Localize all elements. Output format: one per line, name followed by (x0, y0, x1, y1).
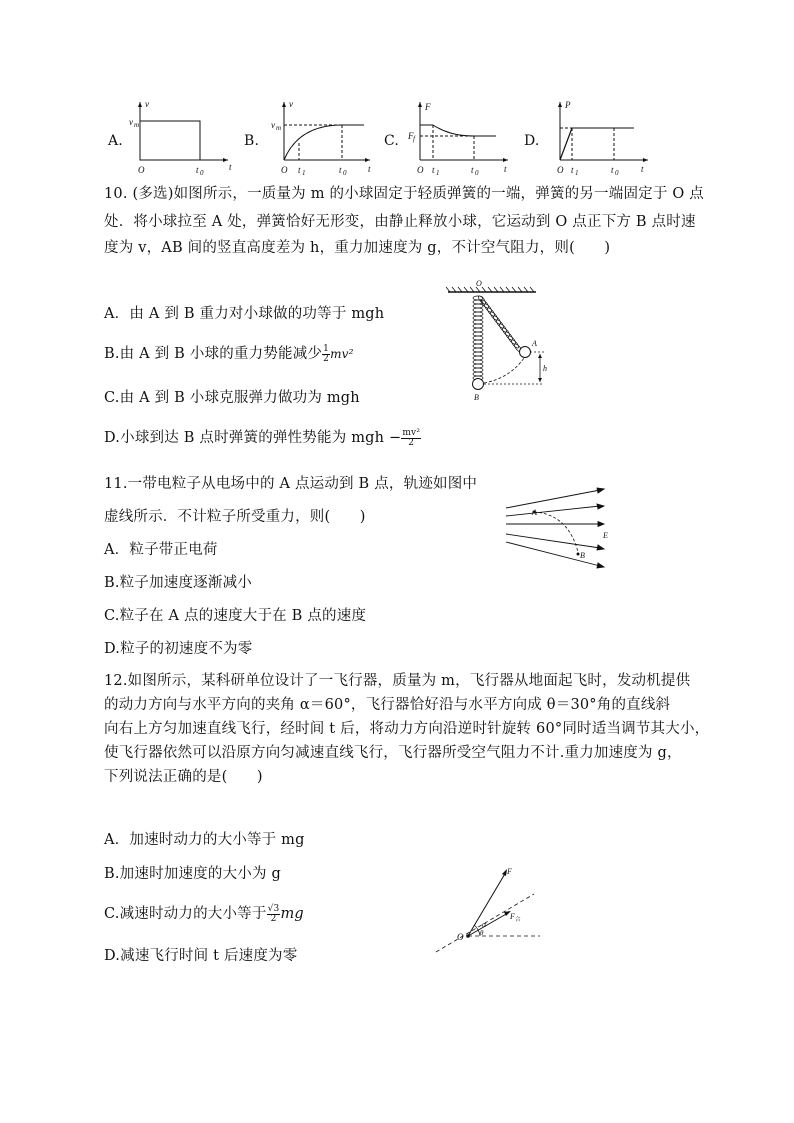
q10-option-d-fraction: $\frac{\text{mv²}}{2}$ (402, 427, 421, 448)
q10-option-c[interactable]: C.由 A 到 B 小球克服弹力做功为 mgh (104, 390, 360, 406)
q9-option-d-label: D. (524, 133, 540, 149)
q12-option-a[interactable]: A．加速时动力的大小等于 mg (104, 832, 305, 848)
q12-stem-line-2: 的动力方向与水平方向的夹角 α＝60°，飞行器恰好沿与水平方向成 θ＝30°角的直线斜 (104, 697, 671, 713)
q9-c-t1-sub: 1 (436, 169, 440, 177)
q12-fig-label-f: F (507, 867, 512, 876)
q12-option-c-text: C.减速时动力的大小等于 (104, 906, 267, 922)
q9-c-y-tick: F (408, 131, 414, 141)
q12-option-d[interactable]: D.减速飞行时间 t 后速度为零 (104, 948, 298, 964)
q12-fig-label-theta: θ (480, 929, 484, 937)
q11-fig-label-e: E (603, 531, 608, 540)
q9-c-t1: t (432, 165, 435, 175)
q12-fig-label-f-total: F (510, 912, 515, 921)
q10-stem-line-2: 处．将小球拉至 A 处，弹簧恰好无形变，由静止释放小球，它运动到 O 点正下方 B 点时速 (104, 214, 696, 230)
q9-b-t0: t (339, 165, 342, 175)
q9-c-t0: t (471, 165, 474, 175)
q10-option-d[interactable] (104, 428, 421, 448)
q9-d-y-axis-label: P (565, 100, 571, 110)
q9-c-y-axis-label: F (425, 102, 431, 112)
q9-option-c-label: C. (384, 133, 400, 149)
q9-option-a-label: A. (108, 133, 123, 149)
q12-option-c[interactable] (104, 904, 304, 924)
q12-stem-line-1: 12.如图所示，某科研单位设计了一飞行器，质量为 m，飞行器从地面起飞时，发动机提供 (104, 673, 691, 689)
q10-option-b-text: B.由 A 到 B 小球的重力势能减少 (104, 346, 323, 362)
q9-c-y-tick-sub: f (413, 135, 415, 143)
q11-stem-line-1: 11.一带电粒子从电场中的 A 点运动到 B 点，轨迹如图中 (104, 476, 478, 492)
q10-option-a[interactable]: A．由 A 到 B 重力对小球做的功等于 mgh (104, 306, 385, 322)
q9-a-y-tick: v (129, 117, 133, 127)
q12-fig-label-o: O (457, 932, 464, 942)
q10-fig-label-o: O (476, 279, 482, 288)
q9-b-origin: O (281, 165, 288, 175)
q9-a-y-tick-sub: m (134, 121, 140, 129)
q10-fig-label-b: B (474, 393, 479, 402)
q9-b-y-axis-label: v (289, 99, 293, 109)
q9-a-y-axis-label: v (145, 99, 149, 109)
q9-d-t1: t (571, 165, 574, 175)
q10-stem-line-3: 度为 v，AB 间的竖直高度差为 h，重力加速度为 g，不计空气阻力，则( ) (104, 240, 611, 256)
q9-c-origin: O (417, 165, 424, 175)
q11-electric-field-figure (500, 484, 620, 576)
q9-c-x-axis-label: t (504, 164, 507, 174)
q12-option-b[interactable]: B.加速时加速度的大小为 g (104, 866, 281, 882)
q11-option-a[interactable]: A．粒子带正电荷 (104, 542, 218, 558)
q9-b-t1-sub: 1 (302, 169, 306, 177)
q11-fig-label-a: A (532, 508, 537, 517)
q9-b-t1: t (298, 165, 301, 175)
q9-options (0, 0, 794, 190)
q12-fig-label-f-total-sub: 合 (515, 917, 521, 923)
q9-b-y-tick: v (271, 120, 275, 130)
q11-option-b[interactable]: B.粒子加速度逐渐减小 (104, 575, 252, 591)
q12-force-diagram (430, 858, 550, 958)
q11-fig-label-b: B (580, 551, 585, 560)
q10-option-b-tail: mv² (330, 347, 354, 361)
q9-b-x-axis-label: t (368, 164, 371, 174)
q12-stem-line-3: 向右上方匀加速直线飞行，经时间 t 后，将动力方向沿逆时针旋转 60°同时适当调节其大小， (104, 721, 710, 737)
q9-d-t0: t (611, 165, 614, 175)
q10-option-d-text: D.小球到达 B 点时弹簧的弹性势能为 mgh − (104, 430, 402, 446)
q9-graph-b (266, 98, 376, 178)
q9-a-t0-sub: 0 (200, 169, 204, 177)
q9-graph-d (544, 98, 654, 178)
q10-option-b-fraction: $\frac{1}{2}$ (323, 343, 330, 364)
q12-stem-line-4: 使飞行器依然可以沿原方向匀减速直线飞行，飞行器所受空气阻力不计.重力加速度为 g， (104, 745, 682, 761)
q12-fig-label-alpha: α (482, 920, 487, 929)
q10-spring-figure (440, 276, 560, 406)
q10-fig-label-a: A (532, 339, 537, 348)
q11-option-d[interactable]: D.粒子的初速度不为零 (104, 641, 253, 657)
q11-option-c[interactable]: C.粒子在 A 点的速度大于在 B 点的速度 (104, 608, 367, 624)
q12-option-c-fraction: $\frac{√3}{2}$ (267, 903, 280, 924)
q9-a-origin: O (138, 165, 145, 175)
q9-b-t0-sub: 0 (343, 169, 347, 177)
q9-d-origin: O (557, 165, 564, 175)
q12-option-c-tail: mg (280, 906, 304, 922)
q9-graph-a (128, 98, 238, 178)
q9-a-x-axis-label: t (229, 162, 232, 172)
q9-b-y-tick-sub: m (276, 124, 282, 132)
q9-c-t0-sub: 0 (475, 169, 479, 177)
q9-graph-c (404, 98, 514, 178)
q9-option-b-label: B. (244, 133, 260, 149)
q9-d-t1-sub: 1 (575, 169, 579, 177)
q9-d-t0-sub: 0 (615, 169, 619, 177)
q10-stem-line-1: 10. (多选)如图所示，一质量为 m 的小球固定于轻质弹簧的一端，弹簧的另一端固定于 O 点 (104, 186, 704, 202)
q11-stem-line-2: 虚线所示．不计粒子所受重力，则( ) (104, 509, 366, 525)
q10-option-b[interactable] (104, 344, 354, 364)
q10-fig-label-h: h (543, 364, 547, 373)
q12-stem-line-5: 下列说法正确的是( ) (104, 769, 263, 785)
q9-a-t0: t (196, 165, 199, 175)
q9-d-x-axis-label: t (641, 164, 644, 174)
